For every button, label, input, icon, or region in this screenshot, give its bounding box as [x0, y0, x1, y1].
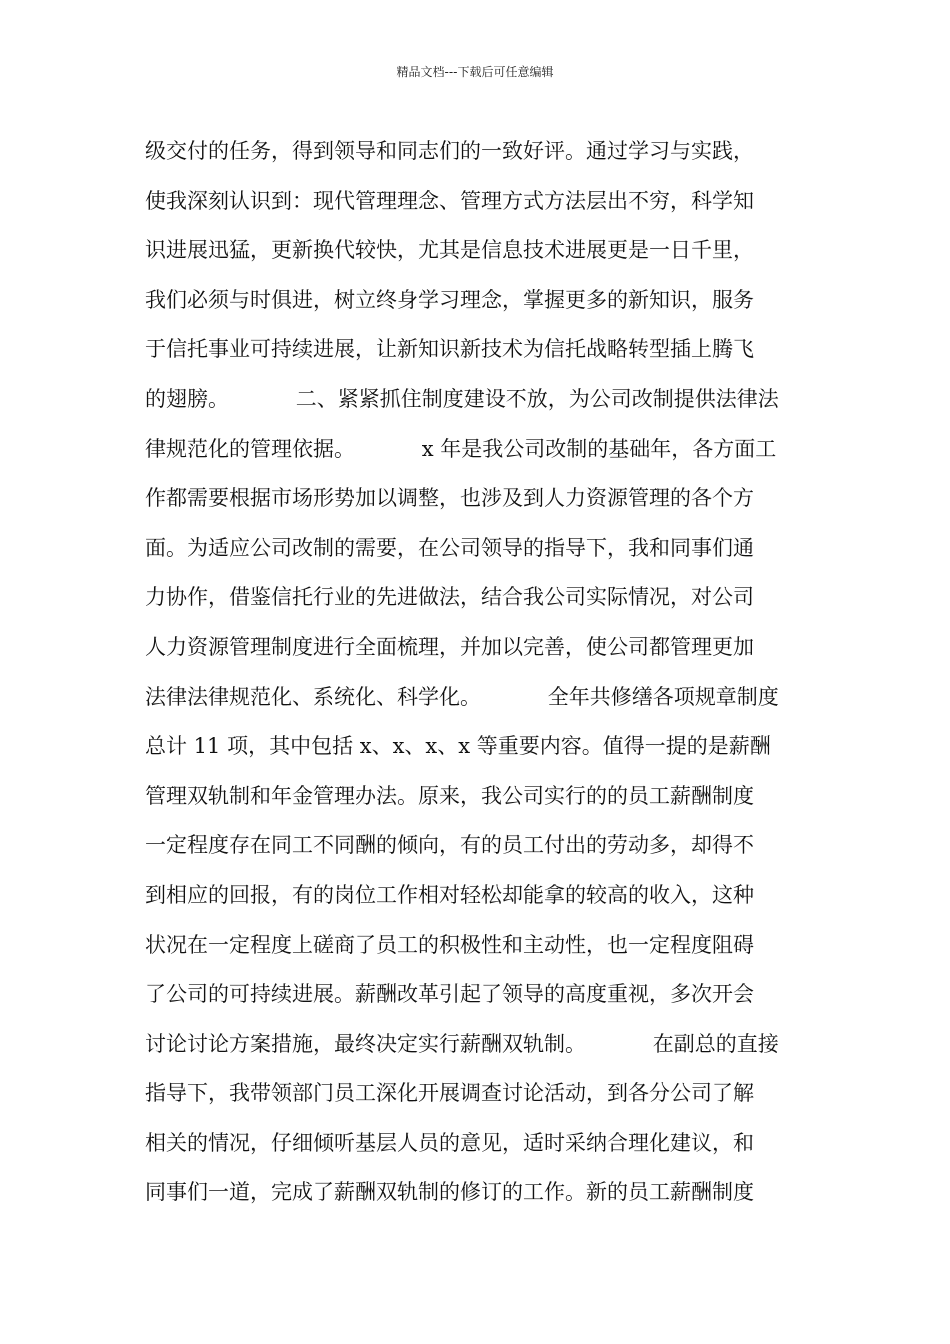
text-line: 了公司的可持续进展。薪酬改革引起了领导的高度重视，多次开会 [145, 982, 754, 1007]
text-line: 相关的情况，仔细倾听基层人员的意见，适时采纳合理化建议，和 [145, 1130, 754, 1155]
text-line: 指导下，我带领部门员工深化开展调查讨论活动，到各分公司了解 [145, 1081, 754, 1106]
text-line: 识进展迅猛，更新换代较快，尤其是信息技术进展更是一日千里， [145, 238, 754, 263]
text-line: 到相应的回报，有的岗位工作相对轻松却能拿的较高的收入，这种 [145, 882, 754, 907]
text-line: 状况在一定程度上磋商了员工的积极性和主动性，也一定程度阻碍 [145, 932, 754, 957]
text-line: 法律法律规范化、系统化、科学化。 全年共修缮各项规章制度 [145, 684, 779, 709]
text-line: 讨论讨论方案措施，最终决定实行薪酬双轨制。 在副总的直接 [145, 1031, 779, 1056]
page-header: 精品文档---下载后可任意编辑 [396, 65, 554, 79]
text-line: 律规范化的管理依据。 x 年是我公司改制的基础年，各方面工 [145, 436, 777, 461]
document-body [145, 127, 810, 1218]
text-line: 作都需要根据市场形势加以调整，也涉及到人力资源管理的各个方 [145, 486, 754, 511]
text-line: 管理双轨制和年金管理办法。原来，我公司实行的的员工薪酬制度 [145, 783, 754, 808]
text-line: 同事们一道，完成了薪酬双轨制的修订的工作。新的员工薪酬制度 [145, 1180, 754, 1205]
text-line: 的翅膀。 二、紧紧抓住制度建设不放，为公司改制提供法律法 [145, 386, 779, 411]
text-line: 总计 11 项，其中包括 x、x、x、x 等重要内容。值得一提的是薪酬 [145, 734, 771, 759]
text-line: 于信托事业可持续进展，让新知识新技术为信托战略转型插上腾飞 [145, 337, 754, 362]
text-line: 力协作，借鉴信托行业的先进做法，结合我公司实际情况，对公司 [145, 585, 754, 610]
text-line: 一定程度存在同工不同酬的倾向，有的员工付出的劳动多，却得不 [145, 833, 754, 858]
text-line: 级交付的任务，得到领导和同志们的一致好评。通过学习与实践， [145, 139, 754, 163]
text-line: 使我深刻认识到：现代管理理念、管理方式方法层出不穷，科学知 [145, 188, 754, 213]
text-line: 面。为适应公司改制的需要，在公司领导的指导下，我和同事们通 [145, 535, 754, 560]
text-line: 人力资源管理制度进行全面梳理，并加以完善，使公司都管理更加 [145, 634, 754, 659]
text-line: 我们必须与时俱进，树立终身学习理念，掌握更多的新知识，服务 [145, 287, 754, 312]
